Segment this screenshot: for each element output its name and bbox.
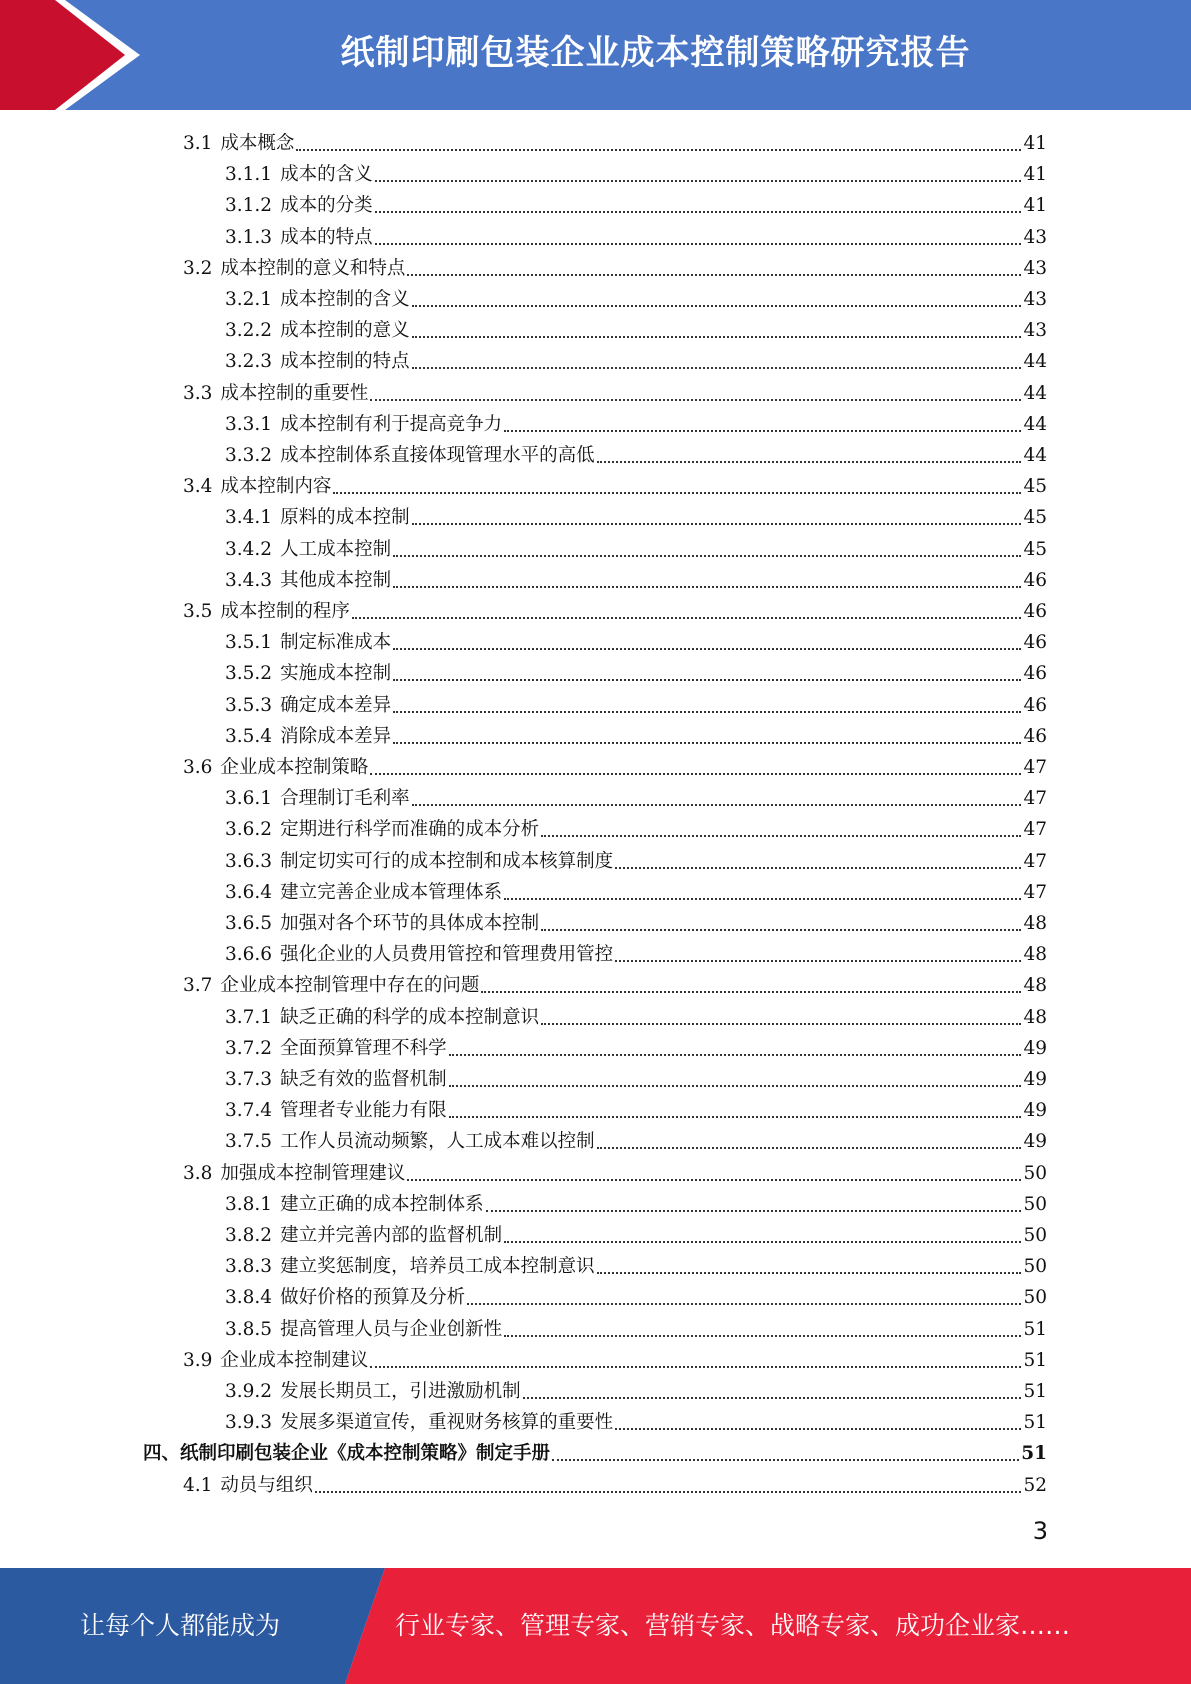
toc-entry[interactable] xyxy=(225,1126,1047,1157)
toc-entry[interactable] xyxy=(225,1189,1047,1220)
toc-dot-leader xyxy=(412,523,1022,525)
toc-entry[interactable] xyxy=(183,752,1047,783)
toc-entry-number: 3.6.2 xyxy=(225,819,273,841)
toc-entry-number: 3.4.3 xyxy=(225,569,273,591)
toc-entry-page: 47 xyxy=(1023,850,1047,872)
toc-dot-leader xyxy=(615,867,1021,869)
toc-entry-title: 成本控制的程序 xyxy=(220,601,350,622)
toc-dot-leader xyxy=(407,1179,1021,1181)
toc-entry[interactable] xyxy=(225,409,1047,440)
toc-entry-number: 3.7 xyxy=(183,975,213,997)
toc-entry-page: 43 xyxy=(1023,289,1047,310)
toc-dot-leader xyxy=(504,898,1021,900)
toc-entry[interactable] xyxy=(225,1314,1047,1345)
toc-entry[interactable] xyxy=(225,315,1047,346)
toc-dot-leader xyxy=(467,1303,1021,1305)
toc-entry-number: 3.6.6 xyxy=(225,944,273,966)
toc-entry-page: 51 xyxy=(1021,1443,1047,1465)
toc-dot-leader xyxy=(449,1116,1022,1118)
toc-dot-leader xyxy=(523,1397,1022,1399)
toc-entry-title: 制定标准成本 xyxy=(280,632,392,654)
toc-dot-leader xyxy=(486,1210,1022,1212)
toc-entry-title: 确定成本差异 xyxy=(280,694,392,716)
toc-entry-page: 48 xyxy=(1023,975,1047,997)
toc-entry-title: 企业成本控制建议 xyxy=(220,1349,369,1371)
toc-entry[interactable] xyxy=(225,1376,1047,1407)
toc-dot-leader xyxy=(615,960,1021,962)
toc-entry-number: 3.8.5 xyxy=(225,1318,273,1340)
toc-entry[interactable] xyxy=(225,846,1047,877)
toc-dot-leader xyxy=(370,1366,1021,1368)
toc-entry-number: 3.4.2 xyxy=(225,538,273,560)
toc-entry-page: 44 xyxy=(1023,382,1047,404)
toc-entry-number: 3.6.3 xyxy=(225,850,273,872)
toc-dot-leader xyxy=(393,679,1021,681)
toc-entry-title: 成本控制体系直接体现管理水平的高低 xyxy=(280,445,595,466)
toc-entry-number: 4.1 xyxy=(183,1474,213,1496)
toc-entry-title: 动员与组织 xyxy=(220,1474,313,1496)
toc-dot-leader xyxy=(315,1491,1022,1493)
toc-entry[interactable] xyxy=(225,627,1047,658)
toc-dot-leader xyxy=(412,305,1022,307)
toc-entry-page: 51 xyxy=(1023,1349,1047,1371)
toc-dot-leader xyxy=(412,804,1022,806)
toc-entry-page: 51 xyxy=(1023,1412,1047,1434)
toc-entry[interactable] xyxy=(225,877,1047,908)
toc-entry-number: 3.1.2 xyxy=(225,195,273,217)
toc-entry[interactable] xyxy=(183,1158,1047,1189)
toc-entry-page: 45 xyxy=(1023,538,1047,560)
footer-slogan: 让每个人都能成为 xyxy=(79,1611,280,1640)
toc-dot-leader xyxy=(352,617,1022,619)
toc-entry-title: 缺乏有效的监督机制 xyxy=(280,1069,447,1090)
toc-dot-leader xyxy=(597,1147,1022,1149)
toc-entry-page: 47 xyxy=(1023,757,1047,778)
toc-entry[interactable] xyxy=(225,1251,1047,1282)
toc-entry-title: 人工成本控制 xyxy=(280,538,392,560)
toc-entry[interactable] xyxy=(225,1220,1047,1251)
toc-dot-leader xyxy=(449,1085,1022,1087)
toc-entry-number: 3.2.1 xyxy=(225,289,273,310)
toc-dot-leader xyxy=(541,835,1021,837)
toc-entry[interactable] xyxy=(225,814,1047,845)
document-title: 纸制印刷包装企业成本控制策略研究报告 xyxy=(340,33,971,73)
toc-entry[interactable] xyxy=(225,565,1047,596)
toc-entry-title: 成本控制的特点 xyxy=(280,351,410,373)
toc-entry-number: 3.6.5 xyxy=(225,913,273,934)
toc-dot-leader xyxy=(449,1054,1022,1056)
toc-entry[interactable] xyxy=(225,1282,1047,1313)
toc-entry-page: 41 xyxy=(1023,133,1047,154)
toc-entry-title: 制定切实可行的成本控制和成本核算制度 xyxy=(280,850,614,872)
toc-entry-title: 成本概念 xyxy=(220,133,295,154)
toc-entry-title: 成本控制的意义 xyxy=(280,320,410,342)
toc-entry[interactable] xyxy=(183,128,1047,159)
toc-entry-number: 3.7.3 xyxy=(225,1069,273,1090)
toc-entry[interactable] xyxy=(225,1407,1047,1438)
toc-entry-number: 3.8.3 xyxy=(225,1256,273,1278)
toc-entry-number: 3.5.4 xyxy=(225,725,273,747)
toc-entry-title: 加强成本控制管理建议 xyxy=(220,1162,406,1184)
toc-entry-page: 48 xyxy=(1023,944,1047,966)
toc-entry-title: 其他成本控制 xyxy=(280,569,392,591)
toc-dot-leader xyxy=(375,243,1022,245)
toc-entry-page: 49 xyxy=(1023,1037,1047,1059)
toc-entry[interactable] xyxy=(225,159,1047,190)
toc-entry-number: 3.9.3 xyxy=(225,1412,273,1434)
toc-entry[interactable] xyxy=(225,1033,1047,1064)
toc-entry-page: 45 xyxy=(1023,507,1047,529)
toc-entry-title: 强化企业的人员费用管控和管理费用管控 xyxy=(280,944,614,966)
toc-entry[interactable] xyxy=(225,690,1047,721)
toc-dot-leader xyxy=(393,742,1021,744)
toc-entry-page: 50 xyxy=(1023,1162,1047,1184)
toc-dot-leader xyxy=(597,461,1022,463)
toc-entry-title: 加强对各个环节的具体成本控制 xyxy=(280,913,540,934)
toc-entry-number: 3.1.1 xyxy=(225,164,273,186)
toc-entry-number: 3.7.4 xyxy=(225,1100,273,1122)
toc-entry-title: 成本的特点 xyxy=(280,226,373,248)
toc-entry-title: 缺乏正确的科学的成本控制意识 xyxy=(280,1006,540,1028)
toc-entry-page: 47 xyxy=(1023,819,1047,841)
toc-dot-leader xyxy=(375,180,1022,182)
toc-entry[interactable] xyxy=(225,502,1047,533)
toc-entry[interactable] xyxy=(183,378,1047,409)
toc-entry[interactable] xyxy=(225,658,1047,689)
toc-entry-title: 全面预算管理不科学 xyxy=(280,1037,447,1059)
toc-entry[interactable] xyxy=(225,284,1047,315)
toc-entry-page: 46 xyxy=(1023,725,1047,747)
toc-entry-number: 3.3.1 xyxy=(225,413,273,435)
toc-entry-number: 3.8.4 xyxy=(225,1287,273,1309)
toc-dot-leader xyxy=(412,367,1022,369)
toc-entry-title: 管理者专业能力有限 xyxy=(280,1100,447,1122)
page-header xyxy=(0,0,1191,110)
page-footer xyxy=(0,1568,1191,1684)
toc-dot-leader xyxy=(552,1459,1019,1461)
toc-entry-number: 3.5.3 xyxy=(225,694,273,716)
toc-entry[interactable] xyxy=(225,190,1047,221)
toc-entry-number: 3.6.4 xyxy=(225,881,273,903)
toc-entry-title: 合理制订毛利率 xyxy=(280,788,410,810)
toc-entry[interactable] xyxy=(183,471,1047,502)
toc-entry[interactable] xyxy=(225,534,1047,565)
page-number: 3 xyxy=(1032,1517,1048,1545)
toc-entry-page: 50 xyxy=(1023,1256,1047,1278)
toc-entry[interactable] xyxy=(183,596,1047,627)
toc-dot-leader xyxy=(504,1335,1021,1337)
toc-dot-leader xyxy=(504,1241,1021,1243)
toc-entry-title: 企业成本控制管理中存在的问题 xyxy=(220,975,480,997)
toc-entry-number: 3.8.2 xyxy=(225,1225,273,1246)
toc-entry-title: 发展长期员工，引进激励机制 xyxy=(280,1381,521,1402)
toc-entry-number: 3.3 xyxy=(183,382,213,404)
toc-entry-title: 成本控制的意义和特点 xyxy=(220,257,406,279)
toc-entry[interactable] xyxy=(225,783,1047,814)
toc-entry-page: 49 xyxy=(1023,1131,1047,1153)
toc-entry-page: 43 xyxy=(1023,257,1047,279)
toc-entry[interactable] xyxy=(225,939,1047,970)
toc-dot-leader xyxy=(370,399,1021,401)
toc-entry-page: 46 xyxy=(1023,569,1047,591)
toc-dot-leader xyxy=(375,211,1022,213)
toc-entry-number: 3.7.1 xyxy=(225,1006,273,1028)
toc-entry-page: 41 xyxy=(1023,195,1047,217)
toc-dot-leader xyxy=(481,991,1021,993)
toc-dot-leader xyxy=(504,430,1021,432)
toc-entry-number: 3.1.3 xyxy=(225,226,273,248)
toc-dot-leader xyxy=(296,149,1021,151)
toc-dot-leader xyxy=(393,711,1021,713)
toc-entry-number: 3.1 xyxy=(183,133,213,154)
toc-entry[interactable] xyxy=(183,1345,1047,1376)
toc-entry-number: 3.5.1 xyxy=(225,632,273,654)
toc-entry-title: 提高管理人员与企业创新性 xyxy=(280,1318,503,1340)
toc-entry-page: 48 xyxy=(1023,1006,1047,1028)
toc-entry-number: 3.6.1 xyxy=(225,788,273,810)
toc-entry-title: 建立正确的成本控制体系 xyxy=(280,1193,484,1215)
toc-entry[interactable] xyxy=(183,1470,1047,1501)
toc-entry-title: 成本控制的含义 xyxy=(280,289,410,310)
toc-entry-page: 43 xyxy=(1023,320,1047,342)
toc-entry-page: 46 xyxy=(1023,694,1047,716)
toc-entry-number: 3.2.3 xyxy=(225,351,273,373)
toc-entry-number: 3.2 xyxy=(183,257,213,279)
toc-entry[interactable] xyxy=(183,970,1047,1001)
toc-entry-title: 消除成本差异 xyxy=(280,725,392,747)
toc-entry[interactable] xyxy=(225,346,1047,377)
toc-entry-title: 建立完善企业成本管理体系 xyxy=(280,881,503,903)
toc-entry-number: 3.5.2 xyxy=(225,663,273,685)
toc-entry-page: 51 xyxy=(1023,1318,1047,1340)
toc-dot-leader xyxy=(615,1428,1021,1430)
toc-dot-leader xyxy=(393,586,1021,588)
toc-entry-page: 48 xyxy=(1023,913,1047,934)
toc-entry-number: 3.4 xyxy=(183,476,213,498)
toc-entry-page: 52 xyxy=(1023,1474,1047,1496)
toc-entry-page: 44 xyxy=(1023,445,1047,466)
toc-entry-title: 成本控制内容 xyxy=(220,476,332,498)
toc-entry-page: 41 xyxy=(1023,164,1047,186)
toc-entry-page: 46 xyxy=(1023,601,1047,622)
toc-entry-title: 成本的含义 xyxy=(280,164,373,186)
toc-entry-page: 50 xyxy=(1023,1287,1047,1309)
toc-entry-title: 成本控制有利于提高竞争力 xyxy=(280,413,503,435)
toc-entry-page: 47 xyxy=(1023,788,1047,810)
toc-entry-title: 实施成本控制 xyxy=(280,663,392,685)
toc-entry[interactable] xyxy=(225,1002,1047,1033)
toc-dot-leader xyxy=(541,929,1021,931)
toc-entry[interactable] xyxy=(143,1438,1047,1469)
toc-entry-title: 做好价格的预算及分析 xyxy=(280,1287,466,1309)
toc-entry[interactable] xyxy=(225,721,1047,752)
toc-entry-number: 3.8.1 xyxy=(225,1193,273,1215)
toc-dot-leader xyxy=(597,1272,1022,1274)
toc-entry-number: 3.3.2 xyxy=(225,445,273,466)
toc-entry-page: 51 xyxy=(1023,1381,1047,1402)
toc-entry-page: 49 xyxy=(1023,1069,1047,1090)
toc-entry-page: 49 xyxy=(1023,1100,1047,1122)
header-chevron-graphic xyxy=(0,0,150,110)
toc-entry-page: 44 xyxy=(1023,413,1047,435)
toc-entry-title: 企业成本控制策略 xyxy=(220,757,369,778)
toc-entry[interactable] xyxy=(225,1064,1047,1095)
toc-entry-page: 44 xyxy=(1023,351,1047,373)
toc-entry-page: 47 xyxy=(1023,881,1047,903)
toc-dot-leader xyxy=(393,555,1021,557)
toc-dot-leader xyxy=(333,492,1021,494)
toc-entry-title: 建立并完善内部的监督机制 xyxy=(280,1225,503,1246)
toc-entry-title: 原料的成本控制 xyxy=(280,507,410,529)
toc-entry-number: 3.7.5 xyxy=(225,1131,273,1153)
toc-entry-page: 46 xyxy=(1023,663,1047,685)
toc-dot-leader xyxy=(412,336,1022,338)
toc-entry-number: 3.6 xyxy=(183,757,213,778)
toc-entry-page: 50 xyxy=(1023,1225,1047,1246)
toc-dot-leader xyxy=(541,1023,1021,1025)
toc-dot-leader xyxy=(370,773,1021,775)
toc-entry-number: 3.4.1 xyxy=(225,507,273,529)
toc-entry-number: 3.8 xyxy=(183,1162,213,1184)
toc-entry-number: 3.9 xyxy=(183,1349,213,1371)
toc-entry-title: 四、纸制印刷包装企业《成本控制策略》制定手册 xyxy=(143,1443,551,1465)
toc-dot-leader xyxy=(407,274,1021,276)
toc-entry-number: 3.5 xyxy=(183,601,213,622)
toc-dot-leader xyxy=(393,648,1021,650)
toc-entry-title: 工作人员流动频繁，人工成本难以控制 xyxy=(280,1131,595,1153)
toc-entry-title: 建立奖惩制度，培养员工成本控制意识 xyxy=(280,1256,595,1278)
toc-entry[interactable] xyxy=(225,908,1047,939)
toc-entry[interactable] xyxy=(225,1095,1047,1126)
toc-entry-page: 50 xyxy=(1023,1193,1047,1215)
toc-entry-title: 发展多渠道宣传，重视财务核算的重要性 xyxy=(280,1412,614,1434)
toc-entry[interactable] xyxy=(225,222,1047,253)
toc-entry[interactable] xyxy=(183,253,1047,284)
toc-entry-title: 成本控制的重要性 xyxy=(220,382,369,404)
toc-entry-page: 45 xyxy=(1023,476,1047,498)
toc-entry-number: 3.9.2 xyxy=(225,1381,273,1402)
toc-entry-number: 3.2.2 xyxy=(225,320,273,342)
toc-entry-number: 3.7.2 xyxy=(225,1037,273,1059)
toc-entry-title: 定期进行科学而准确的成本分析 xyxy=(280,819,540,841)
toc-entry[interactable] xyxy=(225,440,1047,471)
toc-entry-page: 43 xyxy=(1023,226,1047,248)
toc-entry-page: 46 xyxy=(1023,632,1047,654)
footer-tagline: 行业专家、管理专家、营销专家、战略专家、成功企业家…… xyxy=(395,1611,1071,1640)
toc-entry-title: 成本的分类 xyxy=(280,195,373,217)
